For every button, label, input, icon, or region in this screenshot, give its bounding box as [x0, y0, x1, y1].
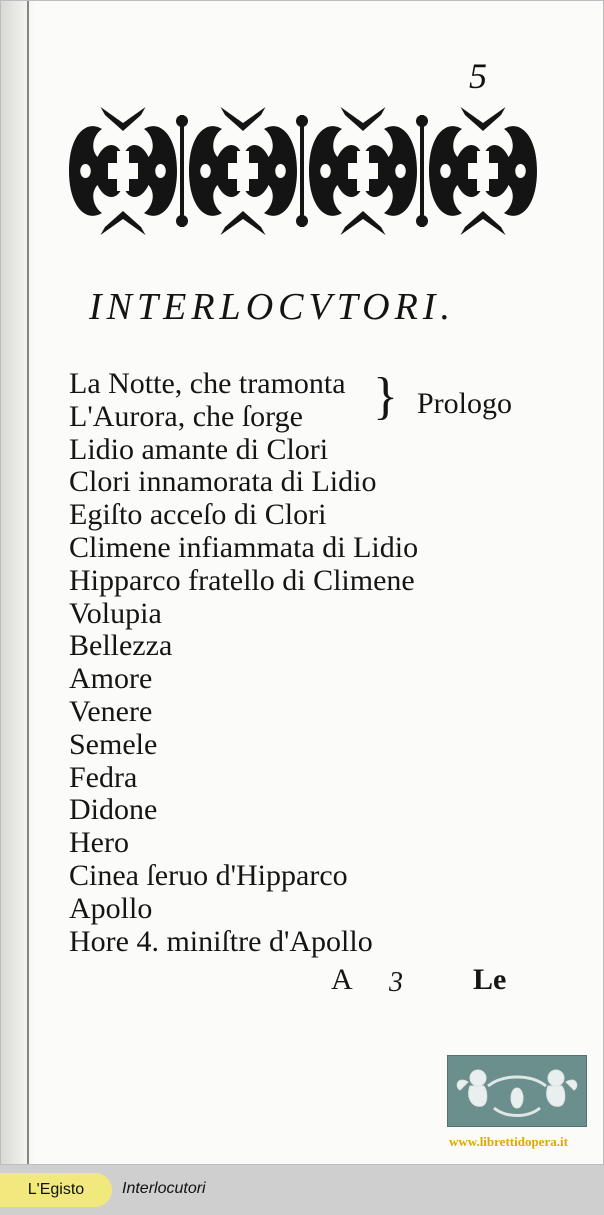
signature-letter: A	[331, 963, 353, 996]
character-item: Bellezza	[69, 629, 173, 663]
cherubs-logo-drawing	[448, 1056, 586, 1126]
character-item: Apollo	[69, 891, 153, 925]
character-item: Clori innamorata di Lidio	[69, 465, 377, 499]
footer-title-tab[interactable]: L'Egisto	[0, 1173, 112, 1207]
character-item: Fedra	[69, 760, 138, 794]
character-item: Hero	[69, 826, 129, 860]
decorative-ornament-icon	[63, 101, 543, 241]
character-item: Egiſto acceſo di Clori	[69, 498, 327, 532]
prologue-label: Prologo	[417, 387, 513, 420]
character-item: Hore 4. miniſtre d'Apollo	[69, 924, 373, 958]
page-gutter	[1, 1, 35, 1165]
character-item: Volupia	[69, 596, 162, 630]
footer-bar	[0, 1165, 604, 1215]
character-item: Semele	[69, 727, 158, 761]
character-item: Lidio amante di Clori	[69, 432, 329, 466]
character-item: L'Aurora, che ſorge	[69, 399, 303, 433]
character-item: Didone	[69, 793, 158, 827]
page-heading: INTERLOCVTORI.	[89, 286, 455, 328]
signature-number: 3	[389, 967, 403, 998]
catchword: Le	[473, 963, 507, 996]
character-item: Hipparco fratello di Climene	[69, 563, 415, 597]
character-item: Amore	[69, 662, 153, 696]
character-list	[69, 368, 418, 958]
binding-line	[27, 1, 29, 1165]
character-item: Climene infiammata di Lidio	[69, 530, 419, 564]
character-item: Venere	[69, 694, 153, 728]
character-item: La Notte, che tramonta	[69, 367, 346, 400]
website-link[interactable]: www.librettidopera.it	[449, 1134, 568, 1149]
page-number: 5	[469, 56, 487, 96]
brace-icon: }	[373, 368, 398, 425]
character-item: Cinea ſeruo d'Hipparco	[69, 858, 348, 892]
footer-section-label: Interlocutori	[122, 1180, 206, 1197]
cherubs-logo-icon[interactable]	[447, 1055, 587, 1127]
